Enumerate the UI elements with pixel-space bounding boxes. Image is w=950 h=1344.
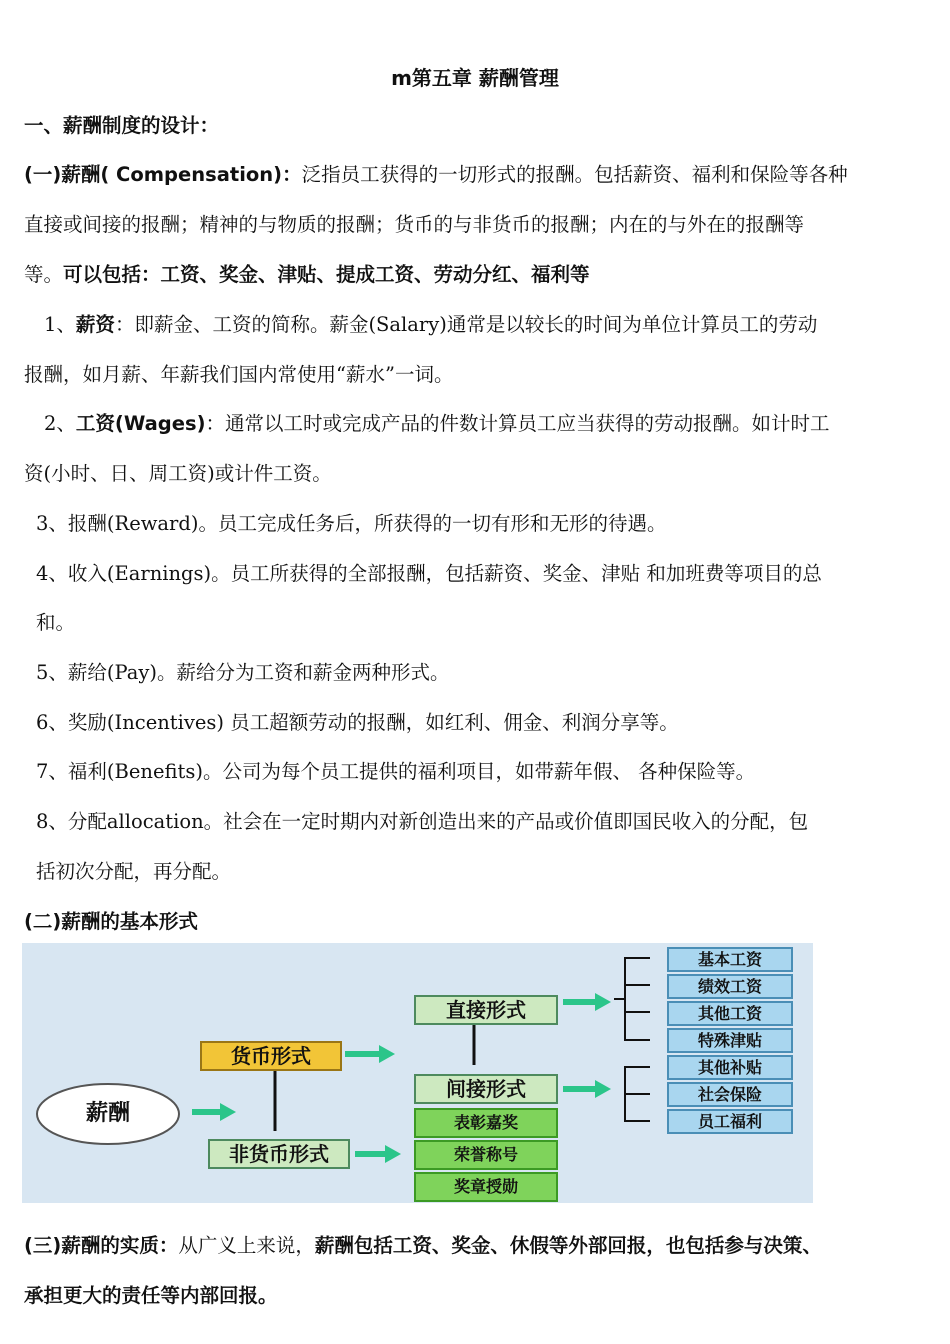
section-heading-2: (二)薪酬的基本形式: [24, 910, 198, 933]
direct-item: 特殊津贴: [667, 1028, 793, 1053]
arrow-monetary: [345, 1045, 395, 1063]
direct-node: 直接形式: [414, 995, 558, 1025]
section-3-heading: (三)薪酬的实质：: [24, 1234, 179, 1257]
item-2: [44, 410, 830, 438]
root-node-label: 薪酬: [85, 1101, 130, 1126]
item-1-text: ：即薪金、工资的简称。薪金(Salary)通常是以较长的时间为单位计算员工的劳动: [114, 313, 818, 336]
item-1-heading: 薪资: [75, 313, 115, 336]
indirect-items-bracket: [625, 1067, 650, 1121]
paragraph-compensation-line1: [24, 161, 848, 189]
nonmonetary-item: 奖章授勋: [414, 1172, 558, 1202]
arrow-nonmonetary: [355, 1145, 401, 1163]
item-3: 3、报酬(Reward)。员工完成任务后，所获得的一切有形和无形的待遇。: [36, 512, 667, 535]
item-5: 5、薪给(Pay)。薪给分为工资和薪金两种形式。: [36, 661, 450, 684]
compensation-forms-diagram: [22, 943, 813, 1203]
compensation-text-3a: 等。: [24, 263, 64, 286]
item-2-heading: 工资(Wages): [75, 412, 206, 435]
nonmonetary-item: 荣誉称号: [414, 1140, 558, 1170]
item-1: [44, 311, 817, 339]
item-1-number: 1、: [44, 313, 76, 336]
item-8: 8、分配allocation。社会在一定时期内对新创造出来的产品或价值即国民收入的分配，包: [36, 810, 809, 833]
section-heading-1: 一、薪酬制度的设计：: [24, 114, 220, 137]
item-2-text: ：通常以工时或完成产品的件数计算员工应当获得的劳动报酬。如计时工: [205, 412, 830, 435]
compensation-includes: 可以包括：工资、奖金、津贴、提成工资、劳动分红、福利等: [63, 263, 590, 286]
arrow-root-to-form: [192, 1103, 236, 1121]
item-1-continued: 报酬，如月薪、年薪我们国内常使用“薪水”一词。: [24, 363, 454, 386]
item-8-continued: 括初次分配，再分配。: [36, 860, 232, 883]
arrow-indirect: [563, 1080, 611, 1098]
item-4: 4、收入(Earnings)。员工所获得的全部报酬，包括薪资、奖金、津贴 和加班费等项目的总: [36, 562, 822, 585]
nonmonetary-item: 表彰嘉奖: [414, 1108, 558, 1138]
page-title: m第五章 薪酬管理: [391, 66, 559, 90]
compensation-heading: (一)薪酬( Compensation)：: [24, 163, 302, 186]
compensation-text-1: 泛指员工获得的一切形式的报酬。包括薪资、福利和保险等各种: [301, 163, 848, 186]
paragraph-compensation-line3: [24, 261, 590, 289]
indirect-item: 其他补贴: [667, 1055, 793, 1080]
item-2-number: 2、: [44, 412, 76, 435]
section-3-text2: 薪酬包括工资、奖金、休假等外部回报，也包括参与决策、: [314, 1234, 822, 1257]
direct-item: 基本工资: [667, 947, 793, 972]
monetary-node: 货币形式: [200, 1041, 342, 1071]
direct-items-bracket: [625, 958, 650, 1040]
item-2-continued: 资(小时、日、周工资)或计件工资。: [24, 462, 332, 485]
direct-item: 其他工资: [667, 1001, 793, 1026]
paragraph-compensation-line2: 直接或间接的报酬；精神的与物质的报酬；货币的与非货币的报酬；内在的与外在的报酬等: [24, 213, 805, 236]
indirect-item: 员工福利: [667, 1109, 793, 1134]
section-3-line1: [24, 1232, 822, 1260]
section-3-line2: 承担更大的责任等内部回报。: [24, 1284, 278, 1307]
indirect-node: 间接形式: [414, 1074, 558, 1104]
direct-item: 绩效工资: [667, 974, 793, 999]
indirect-item: 社会保险: [667, 1082, 793, 1107]
item-6: 6、奖励(Incentives) 员工超额劳动的报酬，如红利、佣金、利润分享等。: [36, 711, 679, 734]
nonmonetary-node: 非货币形式: [208, 1139, 350, 1169]
item-4-continued: 和。: [36, 611, 76, 634]
arrow-direct: [563, 993, 611, 1011]
item-7: 7、福利(Benefits)。公司为每个员工提供的福利项目，如带薪年假、 各种保险等。: [36, 760, 756, 783]
section-3-text1: 从广义上来说，: [178, 1234, 315, 1257]
